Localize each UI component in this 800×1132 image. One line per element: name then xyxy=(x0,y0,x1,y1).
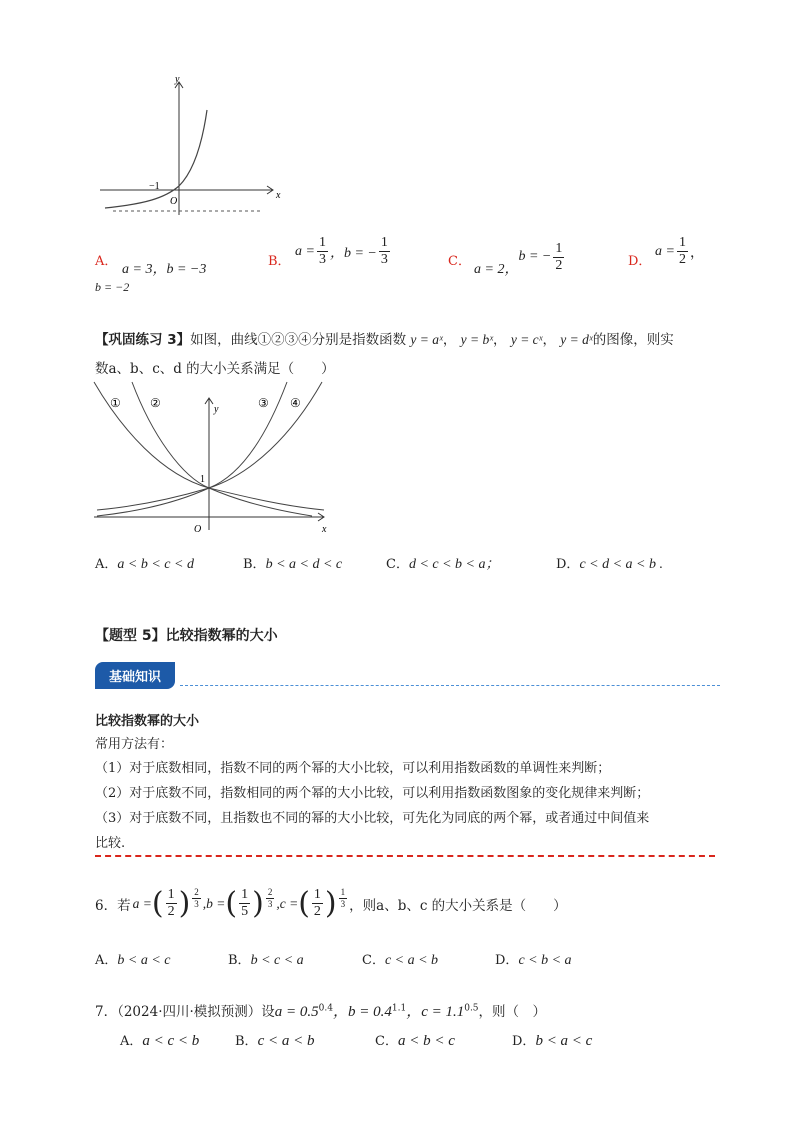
practice-3-label: 【巩固练习 3】 xyxy=(95,332,191,348)
option-d-letter[interactable]: D． xyxy=(628,254,652,269)
option-b-letter[interactable]: B． xyxy=(268,254,291,269)
q6-option-d[interactable]: D．c < b < a xyxy=(495,953,572,968)
option-c-letter[interactable]: C． xyxy=(448,254,471,269)
origin-label: O xyxy=(194,524,202,535)
option-c-text: a = 2， b = − $\frac{1}{2}$ xyxy=(474,240,563,277)
section-end-line xyxy=(95,855,715,857)
y-axis-label: y xyxy=(214,404,219,415)
basics-badge: 基础知识 xyxy=(95,662,175,689)
q6-option-a[interactable]: A．b < a < c xyxy=(95,953,171,968)
curve-3-label: ③ xyxy=(258,396,269,410)
curve-4-label: ④ xyxy=(290,396,301,410)
x-axis-label: x xyxy=(322,524,327,535)
option-b-text: a = $\frac{1}{3}$ ，b = − $\frac{1}{3}$ xyxy=(295,235,388,267)
method-3-cont: 比较. xyxy=(95,836,126,851)
methods-intro: 常用方法有： xyxy=(95,737,174,752)
option-d-continued: b = −2 xyxy=(95,280,130,294)
x-axis-label: x xyxy=(276,190,281,201)
p3-option-a[interactable]: A．a < b < c < d xyxy=(95,557,194,572)
origin-label: O xyxy=(170,196,178,207)
exponential-graph-2 xyxy=(92,380,332,540)
practice-3-text: 【巩固练习 3】如图，曲线①②③④分别是指数函数 y = aˣ， y = bˣ， y = cˣ， y = dˣ的图像，则实 xyxy=(95,332,674,348)
p3-option-b[interactable]: B．b < a < d < c xyxy=(243,557,343,572)
method-1: （1）对于底数相同，指数不同的两个幂的大小比较，可以利用指数函数的单调性来判断； xyxy=(95,761,611,776)
one-label: 1 xyxy=(200,474,205,485)
curve-2-label: ② xyxy=(150,396,161,410)
q7-option-c[interactable]: C．a < b < c xyxy=(375,1033,455,1049)
subheading: 比较指数幂的大小 xyxy=(95,714,200,729)
q6-option-c[interactable]: C．c < a < b xyxy=(362,953,439,968)
q6-option-b[interactable]: B．b < c < a xyxy=(228,953,304,968)
section-title: 【题型 5】比较指数幂的大小 xyxy=(95,628,278,644)
q7-option-a[interactable]: A．a < c < b xyxy=(120,1033,200,1049)
method-2: （2）对于底数不同，指数相同的两个幂的大小比较，可以利用指数函数图象的变化规律来判断； xyxy=(95,786,650,801)
q7-option-d[interactable]: D．b < a < c xyxy=(512,1033,593,1049)
badge-divider xyxy=(180,685,720,686)
question-6: 6．若 a = ( $\frac{1}{2}$ ) $\frac{2}{3}$ ,b = ( $\frac{1}{5}$ ) $\frac{2}{3}$ ,c = ( $\frac{1}{2}$ ) $\frac{1}{3}$ ，则a、b、c 的大小关系是（ ） xyxy=(95,885,567,921)
option-a-text: a = 3，b = −3 xyxy=(122,262,207,277)
exponential-graph-1 xyxy=(95,70,295,220)
p3-option-c[interactable]: C．d < c < b < a； xyxy=(386,557,500,572)
question-7: 7．（2024·四川·模拟预测）设$a = 0.5^{0.4}$，$b = 0.4^{1.1}$，$c = 1.1^{0.5}$，则（ ） xyxy=(95,1003,547,1020)
curve-1-label: ① xyxy=(110,396,121,410)
practice-3-text-line2: 数a、b、c、d 的大小关系满足（ ） xyxy=(95,361,335,377)
y-axis-label: y xyxy=(175,74,180,85)
q7-option-b[interactable]: B．c < a < b xyxy=(235,1033,315,1049)
tick-label: −1 xyxy=(149,181,160,192)
p3-option-d[interactable]: D．c < d < a < b . xyxy=(556,557,663,572)
option-a-letter[interactable]: A． xyxy=(95,254,118,269)
method-3: （3）对于底数不同，且指数也不同的幂的大小比较，可先化为同底的两个幂，或者通过中间值来 xyxy=(95,811,650,826)
option-d-text: a = $\frac{1}{2}$ ， xyxy=(655,235,704,267)
exponential-curve xyxy=(105,110,207,208)
